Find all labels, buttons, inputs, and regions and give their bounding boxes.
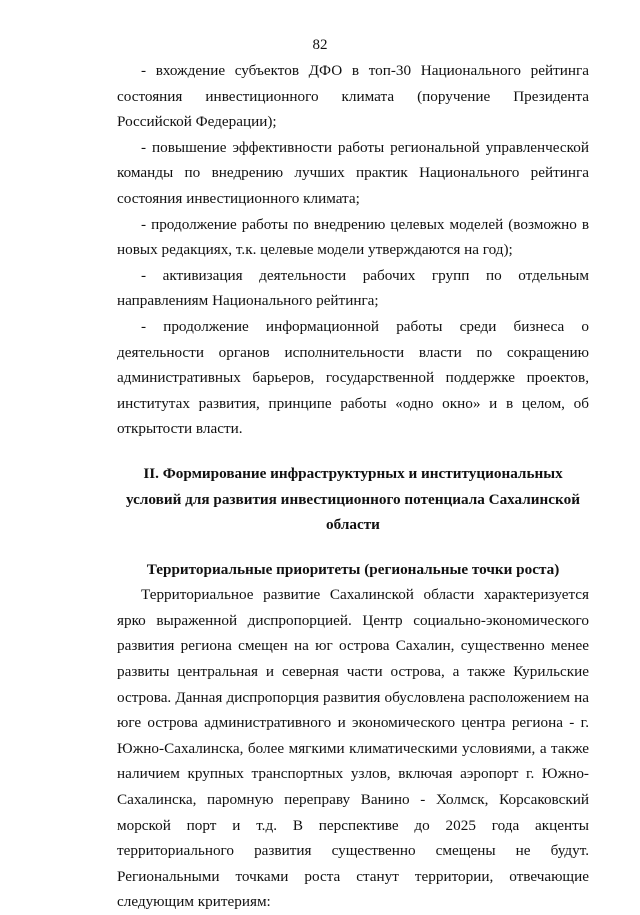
bullet-item: - вхождение субъектов ДФО в топ-30 Национального рейтинга состояния инвестиционного климата (поручение Президента Российской Федерации); [117, 62, 589, 131]
section-subheading: Территориальные приоритеты (региональные точки роста) [146, 560, 560, 578]
section-heading: II. Формирование инфраструктурных и институциональных условий для развития инвестиционного потенциала Сахалинской области [126, 464, 580, 534]
page-number: 82 [312, 37, 328, 53]
body-paragraph: Территориальное развитие Сахалинской области характеризуется ярко выраженной диспропорцией. Центр социально-экономического развития региона смещен на юг острова Сахалин, существенно менее развиты центральная и северная части острова, а также Курильские острова. Данная диспропорция развития обусловлена расположением на юге острова административного и экономического центра региона - г. Южно-Сахалинска, более мягкими климатическими условиями, а также наличием крупных транспортных узлов, включая аэропорт г. Южно-Сахалинска, паромную переправу Ванино - Холмск, Корсаковский морской порт и т.д. В перспективе до 2025 года акценты территориального развития существенно смещены не будут. Региональными точками роста станут территории, отвечающие следующим критериям: [117, 586, 589, 911]
bullet-item: - активизация деятельности рабочих групп по отдельным направлениям Национального рейтинга; [117, 266, 589, 310]
page-content [117, 58, 589, 915]
bullet-item: - продолжение работы по внедрению целевых моделей (возможно в новых редакциях, т.к. целевые модели утверждаются на год); [117, 215, 589, 259]
bullet-item: - продолжение информационной работы среди бизнеса о деятельности органов исполнительности власти по сокращению административных барьеров, государственной поддержке проектов, институтах развития, принципе работы «одно окно» и в целом, об открытости власти. [117, 317, 589, 438]
bullet-item: - повышение эффективности работы региональной управленческой команды по внедрению лучших практик Национального рейтинга состояния инвестиционного климата; [117, 138, 589, 207]
